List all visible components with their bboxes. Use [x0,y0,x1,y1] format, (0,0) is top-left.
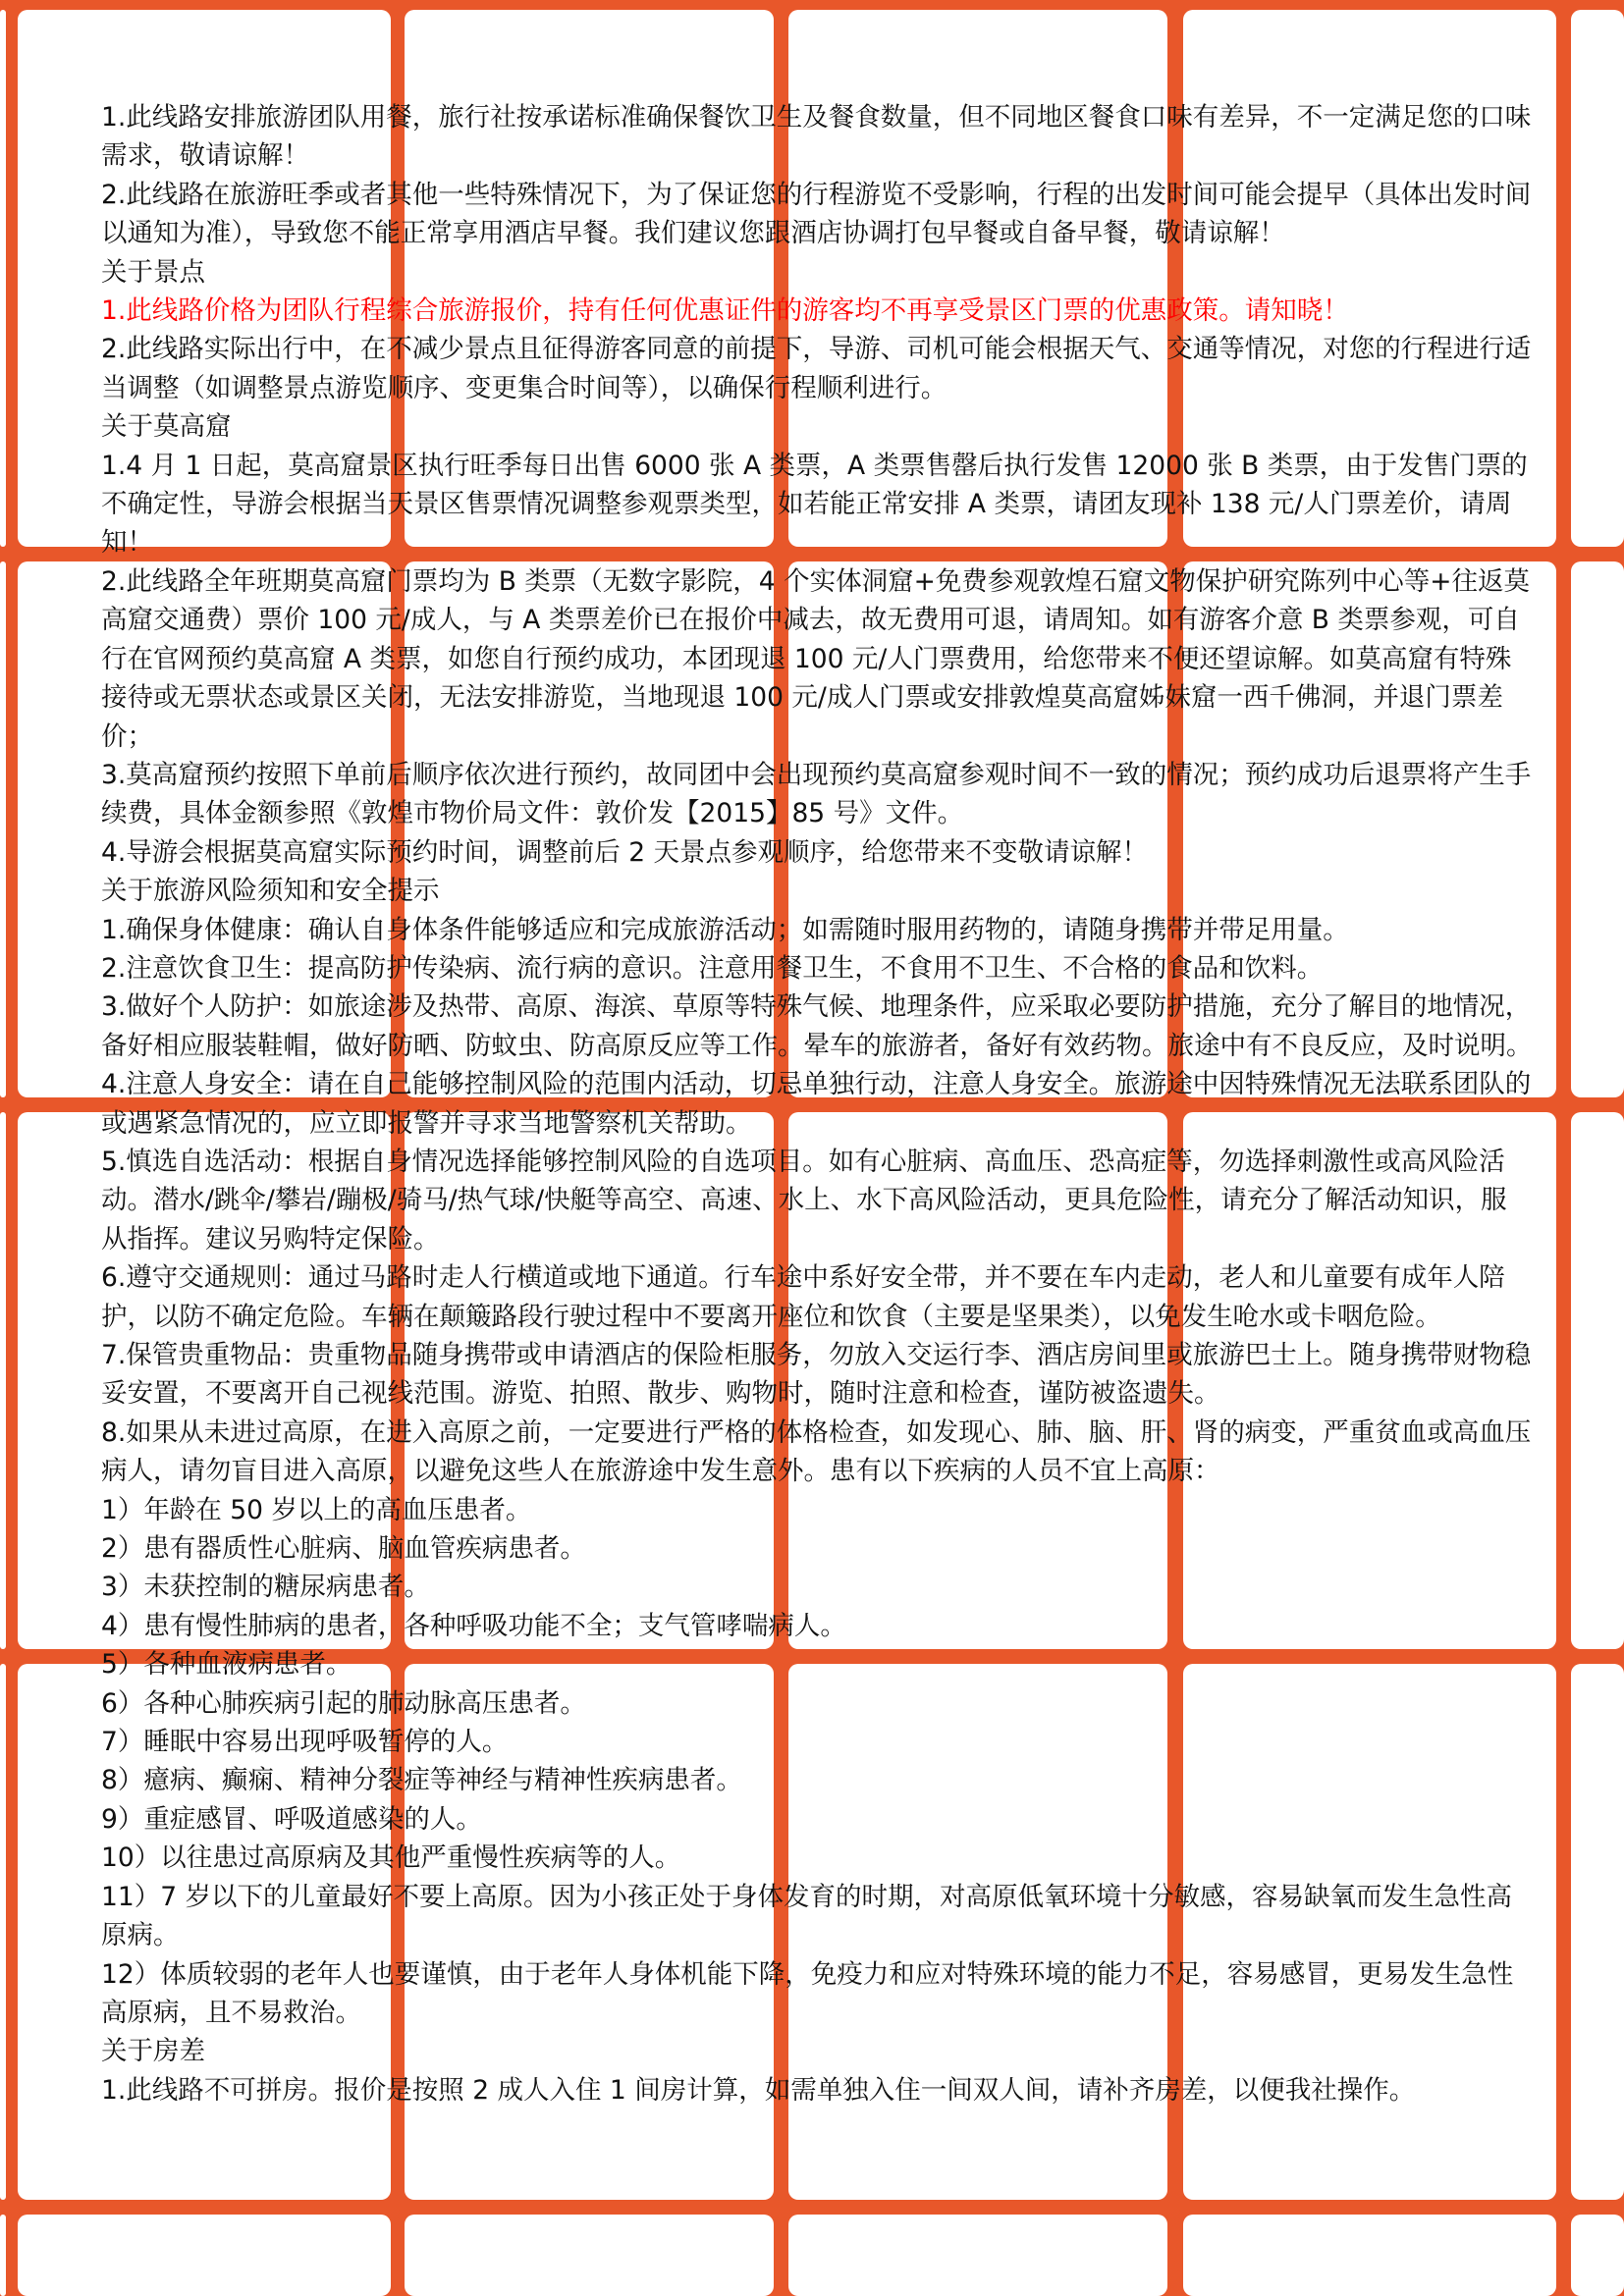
condition-item: 2）患有器质性心脏病、脑血管疾病患者。 [101,1533,586,1565]
mogao-heading: 关于莫高窟 [101,411,232,443]
grid-panel [0,2215,6,2296]
safety-item-2: 2.注意饮食卫生：提高防护传染病、流行病的意识。注意用餐卫生，不食用不卫生、不合格的食品和饮料。 [101,952,1324,984]
safety-item-5: 5.慎选自选活动：根据自身情况选择能够控制风险的自选项目。如有心脏病、高血压、恐高症等，勿选择刺激性或高风险活动。潜水/跳伞/攀岩/蹦极/骑马/热气球/快艇等高空、高速、水上、水下高风险活动，更具危险性，请充分了解活动知识，服从指挥。建议另购特定保险。 [101,1146,1507,1255]
grid-panel [18,2215,391,2296]
grid-panel [788,2215,1167,2296]
grid-panel [1571,561,1624,1097]
mogao-item-2: 2.此线路全年班期莫高窟门票均为 B 类票（无数字影院，4 个实体洞窟+免费参观敦煌石窟文物保护研究陈列中心等+往返莫高窟交通费）票价 100 元/成人，与 A 类票差价已在报价中减去，故无费用可退，请周知。如有游客介意 B 类票参观，可自行在官网预约莫高窟 A 类票，如您自行预约成功，本团现退 100 元/人门票费用，给您带来不便还望谅解。如莫高窟有特殊接待或无票状态或景区关闭，无法安排游览，当地现退 100 元/成人门票或安排敦煌莫高窟姊妹窟一西千佛洞，并退门票差价； [101,565,1531,752]
safety-item-6: 6.遵守交通规则：通过马路时走人行横道或地下通道。行车途中系好安全带，并不要在车内走动，老人和儿童要有成年人陪护，以防不确定危险。车辆在颠簸路段行驶过程中不要离开座位和饮食（主要是坚果类），以免发生呛水或卡咽危险。 [101,1262,1505,1332]
condition-item: 5）各种血液病患者。 [101,1649,352,1681]
condition-item: 4）患有慢性肺病的患者，各种呼吸功能不全；支气管哮喘病人。 [101,1610,846,1641]
condition-item: 6）各种心肺疾病引起的肺动脉高压患者。 [101,1687,586,1719]
condition-item: 3）未获控制的糖尿病患者。 [101,1572,430,1603]
safety-item-8: 8.如果从未进过高原，在进入高原之前，一定要进行严格的体格检查，如发现心、肺、脑、肝、肾的病变，严重贫血或高血压病人，请勿盲目进入高原，以避免这些人在旅游途中发生意外。患有以下疾病的人员不宜上高原： [101,1416,1532,1487]
mogao-item-4: 4.导游会根据莫高窟实际预约时间，调整前后 2 天景点参观顺序，给您带来不变敬请谅解！ [101,836,1148,868]
safety-item-4: 4.注意人身安全：请在自己能够控制风险的范围内活动，切忌单独行动，注意人身安全。旅游途中因特殊情况无法联系团队的或遇紧急情况的，应立即报警并寻求当地警察机关帮助。 [101,1069,1532,1139]
condition-item: 9）重症感冒、呼吸道感染的人。 [101,1803,482,1835]
grid-panel [0,10,6,547]
rooms-item-1: 1.此线路不可拼房。报价是按照 2 成人入住 1 间房计算，如需单独入住一间双人间，请补齐房差，以便我社操作。 [101,2074,1416,2106]
scenic-item-2: 2.此线路实际出行中，在不减少景点且征得游客同意的前提下，导游、司机可能会根据天气、交通等情况，对您的行程进行适当调整（如调整景点游览顺序、变更集合时间等），以确保行程顺利进行。 [101,334,1532,403]
safety-heading: 关于旅游风险须知和安全提示 [101,876,440,907]
meals-item-1: 1.此线路安排旅游团队用餐，旅行社按承诺标准确保餐饮卫生及餐食数量，但不同地区餐食口味有差异，不一定满足您的口味需求，敬请谅解！ [101,102,1532,172]
safety-item-3: 3.做好个人防护：如旅途涉及热带、高原、海滨、草原等特殊气候、地理条件，应采取必要防护措施，充分了解目的地情况，备好相应服装鞋帽，做好防晒、防蚊虫、防高原反应等工作。晕车的旅游者，备好有效药物。旅途中有不良反应，及时说明。 [101,991,1533,1061]
grid-panel [1571,10,1624,547]
grid-panel [0,1112,6,1649]
condition-item: 1）年龄在 50 岁以上的高血压患者。 [101,1494,532,1525]
grid-panel [1571,1664,1624,2200]
grid-panel [1183,2215,1556,2296]
grid-panel [0,1664,6,2200]
scenic-item-1-notice: 1.此线路价格为团队行程综合旅游报价，持有任何优惠证件的游客均不再享受景区门票的优惠政策。请知晓！ [101,295,1349,327]
condition-item: 10）以往患过高原病及其他严重慢性疾病等的人。 [101,1842,681,1874]
scenic-heading: 关于景点 [101,256,205,288]
safety-item-7: 7.保管贵重物品：贵重物品随身携带或申请酒店的保险柜服务，勿放入交运行李、酒店房间里或旅游巴士上。随身携带财物稳妥安置，不要离开自己视线范围。游览、拍照、散步、购物时，随时注意和检查，谨防被盗遗失。 [101,1340,1532,1410]
grid-panel [0,561,6,1097]
mogao-item-3: 3.莫高窟预约按照下单前后顺序依次进行预约，故同团中会出现预约莫高窟参观时间不一致的情况；预约成功后退票将产生手续费，具体金额参照《敦煌市物价局文件：敦价发【2015】85 号》文件。 [101,759,1532,829]
grid-panel [405,2215,774,2296]
condition-item: 7）睡眠中容易出现呼吸暂停的人。 [101,1727,509,1758]
grid-panel [1571,1112,1624,1649]
safety-item-1: 1.确保身体健康：确认自身体条件能够适应和完成旅游活动；如需随时服用药物的，请随身携带并带足用量。 [101,914,1349,945]
condition-item: 11）7 岁以下的儿童最好不要上高原。因为小孩正处于身体发育的时期，对高原低氧环境十分敏感，容易缺氧而发生急性高原病。 [101,1881,1513,1951]
condition-item: 12）体质较弱的老年人也要谨慎，由于老年人身体机能下降，免疫力和应对特殊环境的能力不足，容易感冒，更易发生急性高原病，且不易救治。 [101,1958,1514,2028]
condition-item: 8）癔病、癫痫、精神分裂症等神经与精神性疾病患者。 [101,1765,742,1796]
mogao-item-1: 1.4 月 1 日起，莫高窟景区执行旺季每日出售 6000 张 A 类票，A 类票售罄后执行发售 12000 张 B 类票，由于发售门票的不确定性，导游会根据当天景区售票情况调整参观票类型，如若能正常安排 A 类票，请团友现补 138 元/人门票差价，请周知！ [101,450,1528,559]
grid-panel [1571,2215,1624,2296]
meals-item-2: 2.此线路在旅游旺季或者其他一些特殊情况下，为了保证您的行程游览不受影响，行程的出发时间可能会提早（具体出发时间以通知为准），导致您不能正常享用酒店早餐。我们建议您跟酒店协调打包早餐或自备早餐，敬请谅解！ [101,179,1532,249]
document-body [101,98,1533,2109]
rooms-heading: 关于房差 [101,2036,205,2067]
